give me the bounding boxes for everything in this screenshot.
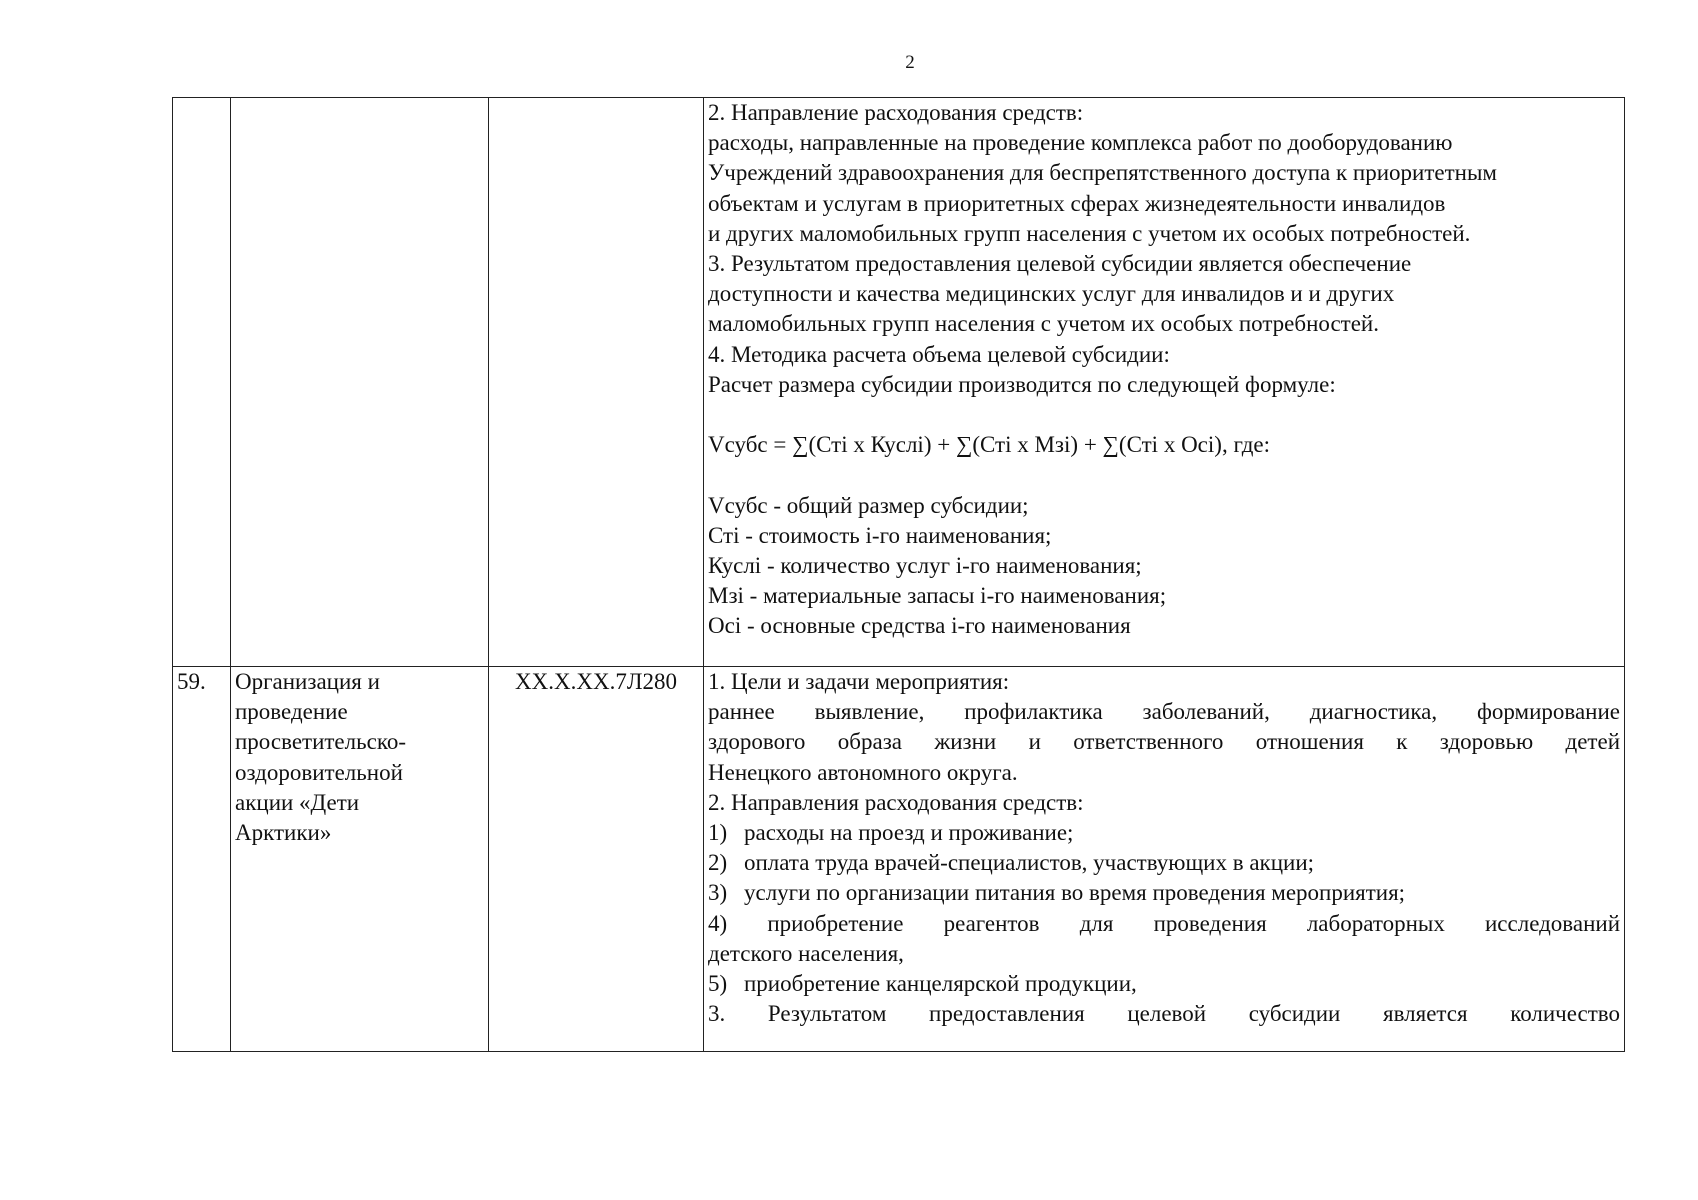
- text-line: маломобильных групп населения с учетом их особых потребностей.: [708, 311, 1379, 337]
- page-number: 2: [905, 52, 915, 73]
- title-line: оздоровительной: [235, 759, 403, 785]
- goal-text-line: здорового образа жизни и ответственного отношения к здоровью детей: [708, 729, 1620, 755]
- row-code-cell: [489, 98, 704, 667]
- legend-line: Мзi - материальные запасы i-го наименования;: [708, 583, 1167, 609]
- legend-line: Стi - стоимость i-го наименования;: [708, 522, 1052, 548]
- directions-heading: 2. Направления расходования средств:: [708, 789, 1084, 815]
- text-line: расходы, направленные на проведение комплекса работ по дооборудованию: [708, 130, 1453, 156]
- goal-text-line: Ненецкого автономного округа.: [708, 759, 1018, 785]
- text-line: Учреждений здравоохранения для беспрепятственного доступа к приоритетным: [708, 160, 1497, 186]
- list-item-text: расходы на проезд и проживание;: [744, 820, 1074, 846]
- list-item: [708, 878, 1620, 908]
- table-row: [173, 667, 1625, 1052]
- text-line: 2. Направление расходования средств:: [708, 100, 1084, 125]
- text-line: и других маломобильных групп населения с учетом их особых потребностей.: [708, 220, 1471, 246]
- list-item-number: 5): [708, 971, 728, 997]
- list-item-number: 3): [708, 880, 728, 906]
- measures-table: [172, 97, 1625, 1052]
- result-text-line: 3. Результатом предоставления целевой субсидии является количество: [708, 1001, 1620, 1027]
- row-content-cell: [704, 98, 1625, 667]
- row-title-cell: [231, 667, 489, 1052]
- table-row: [173, 98, 1625, 667]
- legend-line: Куслi - количество услуг i-го наименования;: [708, 553, 1142, 579]
- text-line: 3. Результатом предоставления целевой субсидии является обеспечение: [708, 251, 1412, 277]
- list-item-text: оплата труда врачей-специалистов, участвующих в акции;: [744, 850, 1315, 876]
- legend-line: Vсубс - общий размер субсидии;: [708, 492, 1029, 518]
- list-item: [708, 818, 1620, 848]
- goal-heading: 1. Цели и задачи мероприятия:: [708, 669, 1010, 694]
- text-line: объектам и услугам в приоритетных сферах жизнедеятельности инвалидов: [708, 190, 1446, 216]
- list-item-continuation: детского населения,: [708, 940, 904, 966]
- row-number-cell: 59.: [173, 667, 231, 1052]
- blank-line: [708, 460, 1620, 490]
- title-line: акции «Дети: [235, 789, 360, 815]
- legend-line: Осi - основные средства i-го наименования: [708, 613, 1131, 639]
- title-line: просветительско-: [235, 729, 406, 755]
- goal-text-line: раннее выявление, профилактика заболеваний, диагностика, формирование: [708, 699, 1620, 725]
- row-content-cell: [704, 667, 1625, 1052]
- text-line: Расчет размера субсидии производится по следующей формуле:: [708, 371, 1336, 397]
- list-item-number: 1): [708, 820, 728, 846]
- list-item: [708, 969, 1620, 999]
- list-item-text: услуги по организации питания во время проведения мероприятия;: [744, 880, 1406, 906]
- row-code-cell: ХХ.Х.ХХ.7Л280: [489, 667, 704, 1052]
- list-item-text: приобретение канцелярской продукции,: [744, 971, 1137, 997]
- title-line: проведение: [235, 699, 348, 725]
- text-line: доступности и качества медицинских услуг для инвалидов и и других: [708, 281, 1395, 307]
- title-line: Арктики»: [235, 820, 332, 846]
- text-line: 4. Методика расчета объема целевой субсидии:: [708, 341, 1170, 367]
- blank-line: [708, 400, 1620, 430]
- list-item: 4) приобретение реагентов для проведения лабораторных исследований: [708, 910, 1620, 936]
- title-line: Организация и: [235, 669, 380, 694]
- row-title-cell: [231, 98, 489, 667]
- list-item: [708, 848, 1620, 878]
- row-number-cell: [173, 98, 231, 667]
- list-item-number: 2): [708, 850, 728, 876]
- formula: Vсубс = ∑(Стi х Куслi) + ∑(Стi х Мзi) + ∑(Стi х Осi), где:: [708, 432, 1271, 458]
